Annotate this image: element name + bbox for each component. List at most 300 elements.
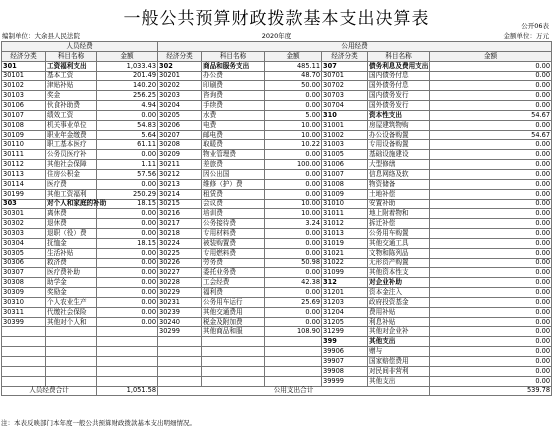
cell-amount: 0.00 [430,160,552,170]
cell-amount: 1,033.43 [97,61,158,71]
cell-name: 无形资产购置 [368,258,430,268]
cell-name: 公务接待费 [202,219,265,229]
cell-code: 30107 [2,110,46,120]
cell-code: 31011 [322,209,368,219]
table-row [2,327,552,337]
cell-amount: 0.00 [97,248,158,258]
cell-name: 职业年金缴费 [46,130,97,140]
cell-code: 30307 [2,268,46,278]
cell-name: 物业管理费 [202,150,265,160]
cell-name: 专用设备购置 [368,140,430,150]
cell-name: 差旅费 [202,160,265,170]
cell-amount: 50.98 [265,258,322,268]
cell-code: 30213 [158,179,202,189]
table-row [2,140,552,150]
cell-amount: 0.00 [97,209,158,219]
cell-amount: 0.00 [97,219,158,229]
cell-code: 30702 [322,81,368,91]
cell-code: 30212 [158,169,202,179]
cell-code [158,347,202,357]
cell-amount: 0.00 [97,317,158,327]
cell-code: 30214 [158,189,202,199]
table-row [2,347,552,357]
personnel-total-label: 人员经费合计 [2,386,97,396]
cell-amount: 0.00 [430,150,552,160]
cell-amount: 0.00 [430,366,552,376]
cell-name: 机关事业单位 [46,120,97,130]
cell-amount: 0.00 [265,288,322,298]
cell-code: 30304 [2,238,46,248]
cell-name: 维修（护）费 [202,179,265,189]
cell-name: 土地补偿 [368,189,430,199]
cell-name: 医疗费 [46,179,97,189]
cell-name: 福利费 [202,288,265,298]
cell-amount: 0.00 [97,278,158,288]
page-title: 一般公共预算财政拨款基本支出决算表 [123,9,430,29]
cell-code: 30114 [2,179,46,189]
cell-amount: 0.00 [430,297,552,307]
cell-amount: 0.00 [265,169,322,179]
cell-amount: 0.00 [265,189,322,199]
cell-amount: 0.00 [430,307,552,317]
cell-amount: 0.00 [430,91,552,101]
cell-code: 30240 [158,317,202,327]
cell-name: 手续费 [202,101,265,111]
cell-amount: 0.00 [430,258,552,268]
cell-code: 30226 [158,258,202,268]
col-code: 经济分类 [322,51,368,61]
cell-amount: 0.00 [430,238,552,248]
cell-amount: 485.11 [265,61,322,71]
cell-code: 30229 [158,288,202,298]
cell-name: 绩效工资 [46,110,97,120]
cell-code: 31009 [322,189,368,199]
table-row [2,160,552,170]
cell-code [2,376,46,386]
cell-code: 30239 [158,307,202,317]
cell-code: 30309 [2,288,46,298]
cell-code [158,376,202,386]
cell-name [46,337,97,347]
cell-amount: 0.00 [97,288,158,298]
cell-code: 30227 [158,268,202,278]
table-row [2,61,552,71]
cell-amount [265,357,322,367]
table-row [2,357,552,367]
cell-amount: 54.67 [430,130,552,140]
cell-amount: 0.00 [97,268,158,278]
cell-amount: 0.00 [430,169,552,179]
cell-amount [265,347,322,357]
cell-code: 31019 [322,238,368,248]
cell-code [2,327,46,337]
cell-amount [97,366,158,376]
cell-amount: 0.00 [265,307,322,317]
cell-amount: 10.22 [265,140,322,150]
cell-amount: 0.00 [97,229,158,239]
cell-amount: 5.00 [265,110,322,120]
cell-amount: 0.00 [265,317,322,327]
cell-amount: 0.00 [430,357,552,367]
cell-name: 办公设备购置 [368,130,430,140]
cell-name: 助学金 [46,278,97,288]
cell-name [202,347,265,357]
table-row [2,150,552,160]
cell-name: 资本金注入 [368,288,430,298]
table-row [2,288,552,298]
public-total: 539.78 [430,386,552,396]
cell-amount: 0.00 [430,189,552,199]
cell-name: 其他交通费用 [202,307,265,317]
table-row [2,81,552,91]
unit-label: 编制单位：大余县人民法院 [2,32,80,40]
cell-name: 基础设施建设 [368,150,430,160]
cell-name: 奖励金 [46,288,97,298]
cell-name: 其他资本性支 [368,268,430,278]
cell-name [46,357,97,367]
cell-name: 拆迁补偿 [368,219,430,229]
cell-name: 津贴补贴 [46,81,97,91]
cell-code [158,357,202,367]
cell-amount: 0.00 [265,248,322,258]
cell-amount: 0.00 [430,71,552,81]
cell-code: 30303 [2,229,46,239]
col-name: 科目名称 [368,51,430,61]
cell-code: 30299 [158,327,202,337]
cell-name [202,357,265,367]
cell-amount: 25.69 [265,297,322,307]
table-body [2,61,552,386]
cell-amount: 0.00 [430,248,552,258]
cell-amount: 10.00 [265,209,322,219]
cell-name: 对民间非营利 [368,366,430,376]
table-row [2,91,552,101]
cell-code: 30218 [158,229,202,239]
cell-name: 因公出国 [202,169,265,179]
cell-name: 培训费 [202,209,265,219]
table-row [2,376,552,386]
cell-code [158,366,202,376]
cell-code: 30113 [2,169,46,179]
cell-name: 职工基本医疗 [46,140,97,150]
personnel-header: 人员经费 [2,42,158,52]
cell-code: 31007 [322,169,368,179]
cell-name: 文物和陈列品 [368,248,430,258]
cell-code: 31003 [322,140,368,150]
cell-amount: 0.00 [430,81,552,91]
cell-name: 资本性支出 [368,110,430,120]
cell-name: 印刷费 [202,81,265,91]
cell-amount: 4.94 [97,101,158,111]
cell-code: 30207 [158,130,202,140]
table-row [2,169,552,179]
cell-name [202,376,265,386]
cell-code: 31201 [322,288,368,298]
cell-name: 政府投资基金 [368,297,430,307]
cell-code: 30202 [158,81,202,91]
table-row [2,110,552,120]
cell-name: 国内债务发行 [368,91,430,101]
cell-amount: 54.67 [430,110,552,120]
cell-code: 30302 [2,219,46,229]
cell-name: 其他支出 [368,337,430,347]
cell-amount: 0.00 [97,307,158,317]
cell-name: 办公费 [202,71,265,81]
cell-amount [97,357,158,367]
cell-name: 对企业补助 [368,278,430,288]
cell-name: 其他交通工具 [368,238,430,248]
cell-code: 31099 [322,268,368,278]
cell-code: 307 [322,61,368,71]
cell-name: 商品和服务支出 [202,61,265,71]
cell-name: 对个人和家庭的补助 [47,199,107,208]
cell-name [46,376,97,386]
cell-code: 30399 [2,317,46,327]
cell-amount: 0.00 [430,101,552,111]
cell-name: 生活补贴 [46,248,97,258]
cell-amount: 18.15 [97,199,158,209]
cell-amount: 18.15 [97,238,158,248]
cell-name: 会议费 [202,199,265,209]
cell-code: 30199 [2,189,46,199]
cell-code: 31001 [322,120,368,130]
cell-code [158,337,202,347]
table-row [2,258,552,268]
cell-name: 个人农业生产 [46,297,97,307]
cell-amount: 0.00 [265,268,322,278]
personnel-total: 1,051.58 [97,386,158,396]
cell-code: 30111 [2,150,46,160]
cell-name: 其他支出 [368,376,430,386]
table-row [2,307,552,317]
cell-code: 30225 [158,248,202,258]
cell-name: 水费 [202,110,265,120]
cell-code: 30305 [2,248,46,258]
cell-amount [265,366,322,376]
cell-code [2,357,46,367]
cell-amount [97,337,158,347]
cell-code: 30215 [158,199,202,209]
cell-name: 公务用车购置 [368,229,430,239]
cell-amount: 54.83 [97,120,158,130]
cell-amount: 0.00 [430,278,552,288]
cell-amount: 0.00 [265,179,322,189]
cell-amount: 0.00 [265,229,322,239]
cell-code: 30108 [2,120,46,130]
cell-code: 399 [322,337,368,347]
table-row [2,199,552,209]
cell-code: 31203 [322,297,368,307]
cell-name: 赠与 [368,347,430,357]
cell-amount: 0.00 [430,140,552,150]
cell-amount: 10.00 [265,199,322,209]
cell-name: 信息网络及软 [368,169,430,179]
cell-name: 国外债务付息 [368,81,430,91]
cell-name: 公务用车运行 [202,297,265,307]
col-amount: 金额 [97,51,158,61]
cell-name: 租赁费 [202,189,265,199]
cell-code: 31021 [322,248,368,258]
cell-name: 邮电费 [202,130,265,140]
cell-amount [265,376,322,386]
cell-code: 30101 [2,71,46,81]
cell-amount: 0.00 [97,258,158,268]
cell-name: 物资储备 [368,179,430,189]
cell-name: 奖金 [46,91,97,101]
cell-code: 30109 [2,130,46,140]
cell-code: 30703 [322,91,368,101]
table-row [2,179,552,189]
cell-amount: 0.00 [430,327,552,337]
cell-code: 30211 [158,160,202,170]
cell-code: 31012 [322,219,368,229]
cell-amount: 0.00 [430,219,552,229]
cell-amount: 0.00 [430,376,552,386]
cell-name: 其他社会保障 [46,160,97,170]
table-note: 注：本表反映部门本年度一般公共预算财政拨款基本支出明细情况。 [1,419,196,427]
cell-code: 31022 [322,258,368,268]
table-row [2,101,552,111]
cell-code: 31008 [322,179,368,189]
cell-code: 39906 [322,347,368,357]
cell-code: 312 [322,278,368,288]
cell-name: 专用燃料费 [202,248,265,258]
cell-code: 30204 [158,101,202,111]
cell-code: 39907 [322,357,368,367]
cell-amount: 61.11 [97,140,158,150]
cell-amount: 0.00 [430,317,552,327]
cell-amount: 0.00 [430,268,552,278]
cell-code: 30208 [158,140,202,150]
cell-name: 费用补贴 [368,307,430,317]
table-row [2,238,552,248]
cell-code: 31005 [322,150,368,160]
cell-name [202,366,265,376]
cell-name: 国内债务付息 [368,71,430,81]
cell-name: 其他对企业补 [368,327,430,337]
cell-amount [97,376,158,386]
cell-amount: 0.00 [430,61,552,71]
cell-code: 30704 [322,101,368,111]
cell-amount: 0.00 [430,347,552,357]
money-unit: 金额单位：万元 [503,32,549,40]
cell-code: 30231 [158,297,202,307]
cell-amount: 0.00 [97,150,158,160]
public-total-label: 公用支出合计 [158,386,430,396]
cell-code: 31002 [322,130,368,140]
cell-code: 30217 [158,219,202,229]
cell-name: 债务利息及费用支出 [369,61,429,70]
cell-code: 30203 [158,91,202,101]
cell-code: 301 [2,61,46,71]
cell-code: 30310 [2,297,46,307]
cell-amount: 140.20 [97,81,158,91]
cell-code: 30701 [322,71,368,81]
cell-amount: 0.00 [265,101,322,111]
col-amount: 金额 [265,51,322,61]
cell-name: 抚恤金 [46,238,97,248]
cell-code: 31299 [322,327,368,337]
table-row [2,229,552,239]
cell-amount: 0.00 [430,179,552,189]
cell-amount: 0.00 [265,150,322,160]
cell-name: 委托业务费 [202,268,265,278]
cell-code: 39999 [322,376,368,386]
cell-name: 被装购置费 [202,238,265,248]
cell-name: 退休费 [46,219,97,229]
cell-amount: 50.00 [265,81,322,91]
cell-amount: 0.00 [430,337,552,347]
cell-name [202,337,265,347]
table-row [2,268,552,278]
cell-name: 专用材料费 [202,229,265,239]
cell-amount: 0.00 [97,110,158,120]
cell-amount: 0.00 [430,120,552,130]
cell-code: 30206 [158,120,202,130]
cell-code: 31010 [322,199,368,209]
cell-name [46,327,97,337]
cell-code: 30205 [158,110,202,120]
cell-code: 30228 [158,278,202,288]
cell-amount: 1.11 [97,160,158,170]
cell-name: 其他商品和服 [202,327,265,337]
cell-code: 30106 [2,101,46,111]
cell-name: 公务员医疗补 [46,150,97,160]
cell-name: 工会经费 [202,278,265,288]
cell-code: 31204 [322,307,368,317]
cell-code: 302 [158,61,202,71]
table-row [2,189,552,199]
cell-code: 31205 [322,317,368,327]
cell-code [2,347,46,357]
cell-code: 30112 [2,160,46,170]
cell-code: 30224 [158,238,202,248]
cell-code: 39908 [322,366,368,376]
cell-name: 地上附着物和 [368,209,430,219]
cell-amount: 256.25 [97,91,158,101]
cell-amount: 201.49 [97,71,158,81]
cell-amount: 0.00 [97,297,158,307]
table-row [2,366,552,376]
cell-amount [97,327,158,337]
cell-name: 其他对个人和 [46,317,97,327]
cell-name: 利息补贴 [368,317,430,327]
cell-amount: 10.00 [265,120,322,130]
cell-name: 医疗费补助 [46,268,97,278]
cell-name: 救济费 [46,258,97,268]
cell-amount: 42.38 [265,278,322,288]
cell-amount: 0.00 [97,179,158,189]
cell-code: 30301 [2,209,46,219]
table-row [2,317,552,327]
cell-name: 工资福利支出 [46,61,97,71]
cell-code: 30308 [2,278,46,288]
cell-amount [265,337,322,347]
cell-name: 其他工资福利 [46,189,97,199]
cell-name: 电费 [202,120,265,130]
cell-code [2,337,46,347]
cell-code: 30201 [158,71,202,81]
col-code: 经济分类 [2,51,46,61]
expenditure-table [1,41,552,396]
col-name: 科目名称 [202,51,265,61]
cell-amount: 0.00 [430,199,552,209]
cell-code: 310 [322,110,368,120]
cell-name [46,347,97,357]
cell-name [46,366,97,376]
cell-amount: 0.00 [430,209,552,219]
cell-name: 离休费 [46,209,97,219]
